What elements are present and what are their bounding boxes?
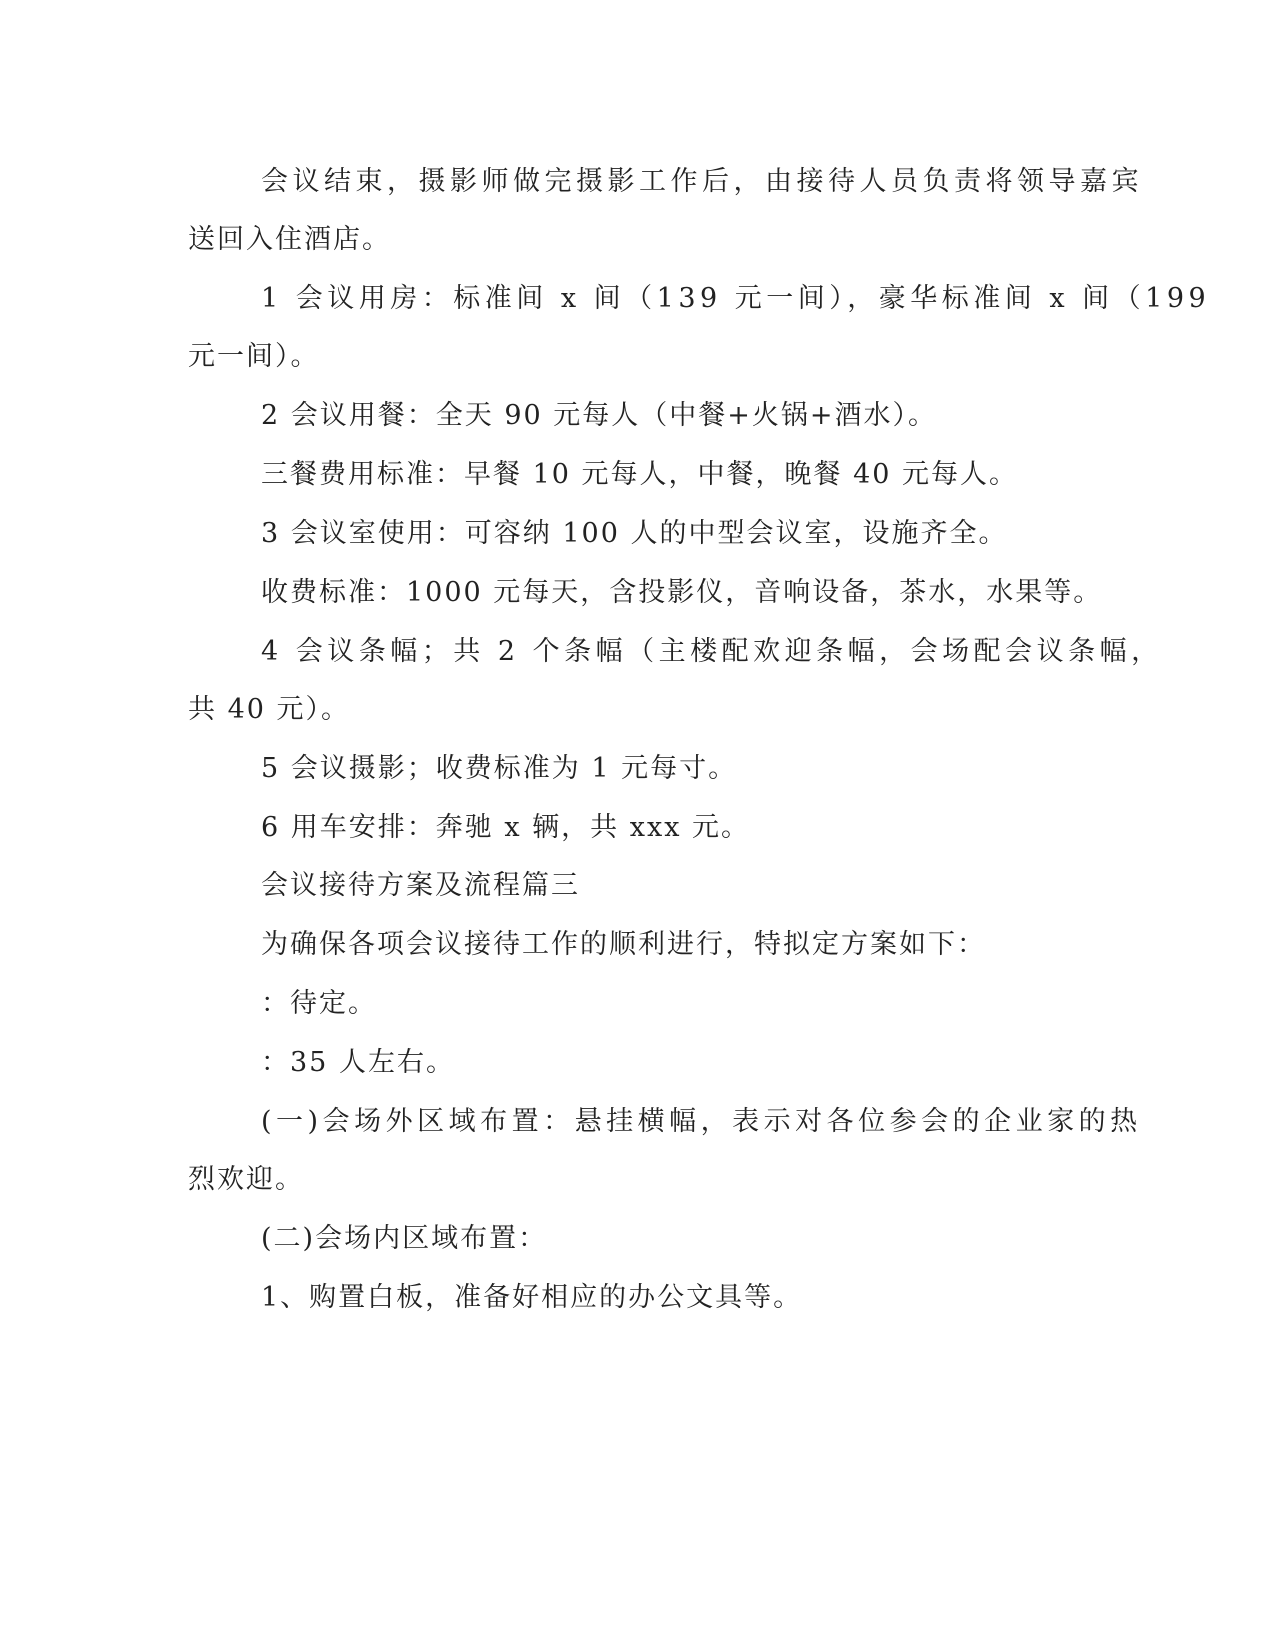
paragraph-line: 1、购置白板，准备好相应的办公文具等。	[261, 1282, 803, 1313]
paragraph-line: ：待定。	[261, 988, 377, 1019]
paragraph-line: 送回入住酒店。	[188, 224, 391, 255]
paragraph-line: 3 会议室使用：可容纳 100 人的中型会议室，设施齐全。	[261, 518, 1008, 549]
paragraph-line: 为确保各项会议接待工作的顺利进行，特拟定方案如下：	[261, 929, 986, 960]
paragraph-line: 6 用车安排：奔驰 x 辆，共 xxx 元。	[261, 812, 750, 843]
paragraph-line: 共 40 元）。	[188, 694, 351, 725]
paragraph-line: 三餐费用标准：早餐 10 元每人，中餐，晚餐 40 元每人。	[261, 459, 1019, 490]
paragraph-line: 1 会议用房：标准间 x 间（139 元一间），豪华标准间 x 间（199	[261, 283, 1211, 314]
paragraph-line: 烈欢迎。	[188, 1164, 304, 1195]
section-heading: 会议接待方案及流程篇三	[261, 870, 580, 901]
paragraph-line: 会议结束，摄影师做完摄影工作后，由接待人员负责将领导嘉宾	[261, 166, 1143, 197]
paragraph-line: 4 会议条幅；共 2 个条幅（主楼配欢迎条幅，会场配会议条幅，	[261, 636, 1163, 667]
paragraph-line: 元一间）。	[188, 341, 320, 372]
paragraph-line: (一)会场外区域布置：悬挂横幅，表示对各位参会的企业家的热	[261, 1106, 1142, 1137]
paragraph-line: (二)会场内区域布置：	[261, 1223, 548, 1254]
paragraph-line: 收费标准：1000 元每天，含投影仪，音响设备，茶水，水果等。	[261, 577, 1103, 608]
paragraph-line: ：35 人左右。	[261, 1047, 455, 1078]
paragraph-line: 2 会议用餐：全天 90 元每人（中餐+火锅+酒水）。	[261, 400, 938, 431]
paragraph-line: 5 会议摄影；收费标准为 1 元每寸。	[261, 753, 738, 784]
